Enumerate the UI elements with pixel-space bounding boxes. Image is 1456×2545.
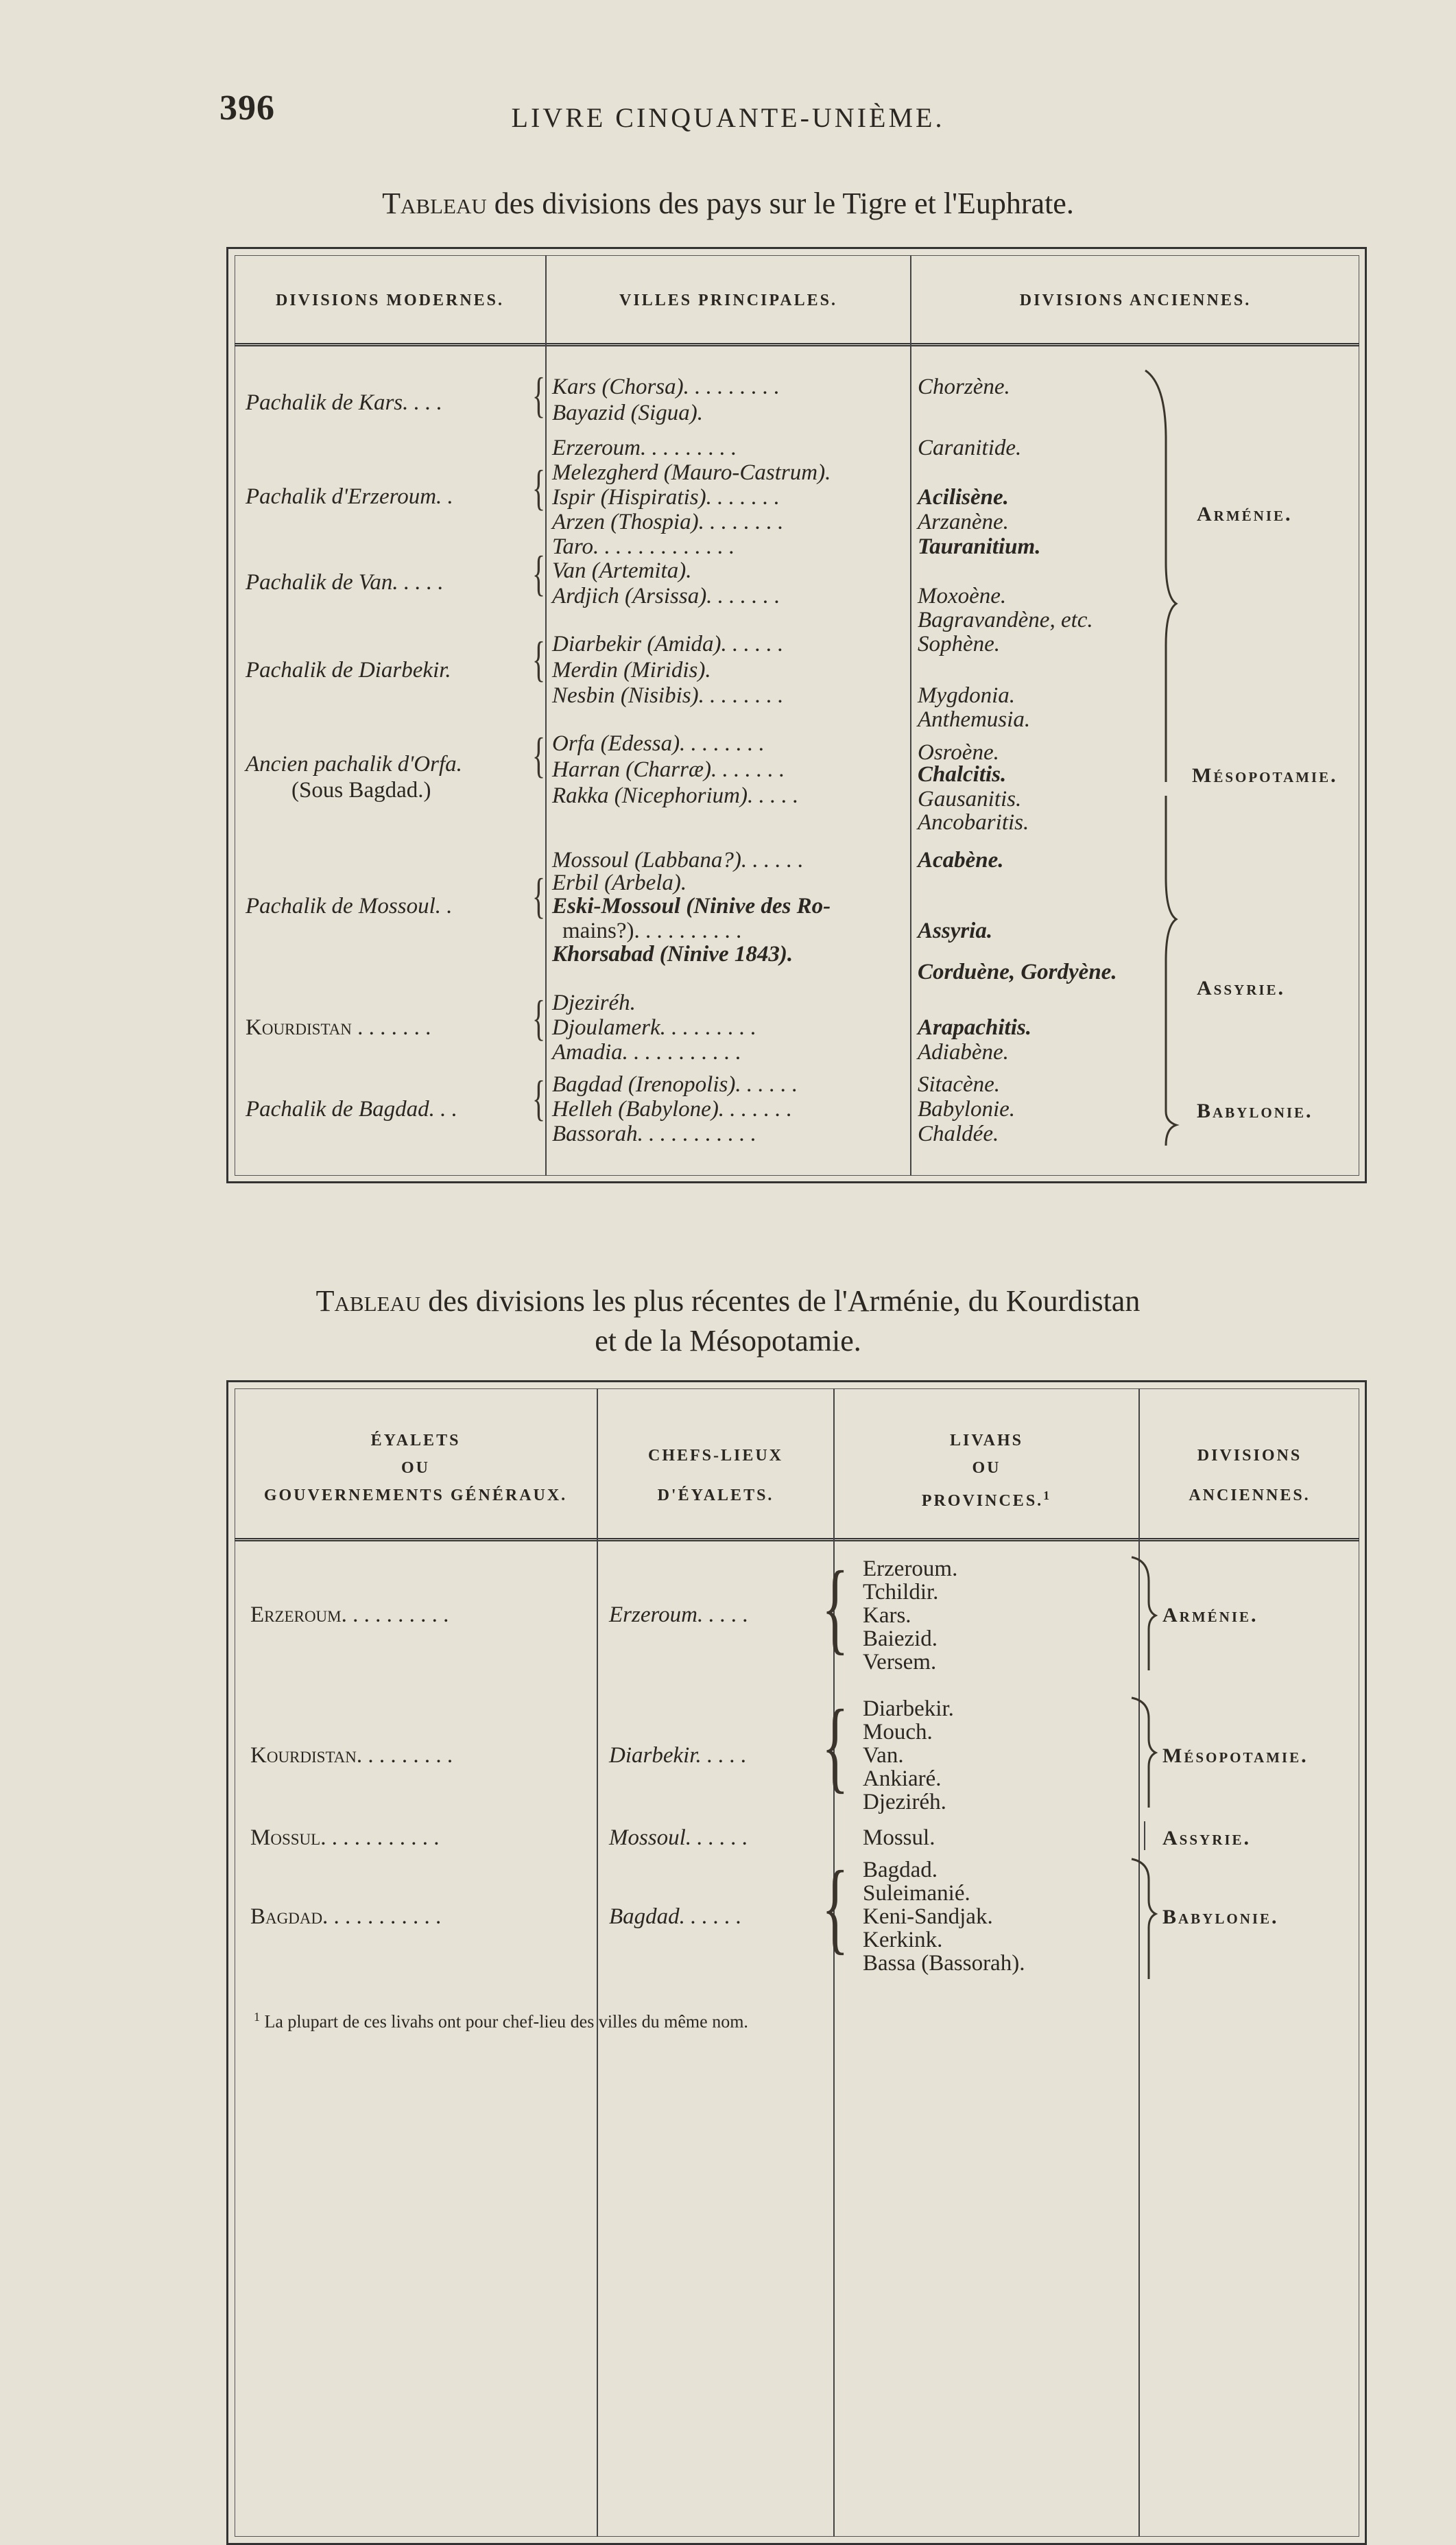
header-line: OU [401, 1459, 430, 1477]
livah: Suleimanié. [863, 1881, 970, 1906]
row-bar [833, 1821, 835, 1850]
livah: Baiezid. [863, 1626, 938, 1651]
group-assyrie: Assyrie. [1197, 977, 1286, 999]
city: Khorsabad (Ninive 1843). [552, 942, 793, 967]
ancient-division: Bagravandène, etc. [918, 608, 1093, 632]
ancient-division: Babylonie. [918, 1097, 1016, 1122]
city: Van (Artemita). [552, 558, 692, 583]
ancient-division: Caranitide. [918, 436, 1022, 460]
brace-icon: { [532, 546, 546, 601]
header-line: D'ÉYALETS. [657, 1487, 774, 1504]
brace-icon: { [822, 1689, 849, 1803]
brace-icon: { [532, 460, 546, 515]
city: Erzeroum. . . . . . . . . [552, 436, 737, 460]
ancient-division: Mésopotamie. [1162, 1744, 1309, 1767]
chef-lieu: Diarbekir. . . . . [609, 1743, 747, 1768]
city: Mossoul (Labbana?). . . . . . [552, 848, 804, 873]
city: Arzen (Thospia). . . . . . . . [552, 510, 784, 534]
chef-lieu: Mossoul. . . . . . [609, 1825, 748, 1850]
eyalet: Erzeroum. . . . . . . . . . [250, 1602, 449, 1627]
footnote [254, 2010, 748, 2033]
livah: Kerkink. [863, 1928, 943, 1952]
modern-division: Pachalik d'Erzeroum. . [246, 484, 453, 509]
livah: Keni-Sandjak. [863, 1904, 993, 1929]
header-line [835, 1482, 1138, 1515]
header-line: CHEFS-LIEUX [647, 1447, 784, 1465]
page-number: 396 [219, 88, 275, 128]
livah: Bassa (Bassorah). [863, 1951, 1025, 1976]
ancient-division: Chaldée. [918, 1122, 999, 1146]
ancient-division: Gausanitis. [918, 787, 1022, 812]
modern-division: Pachalik de Diarbekir. [246, 658, 451, 683]
city: Taro. . . . . . . . . . . . . [552, 534, 735, 559]
city: Ispir (Hispiratis). . . . . . . [552, 485, 780, 510]
city: Kars (Chorsa). . . . . . . . . [552, 375, 780, 399]
livah: Erzeroum. [863, 1556, 958, 1581]
brace-icon: { [532, 868, 546, 923]
chef-lieu: Erzeroum. . . . . [609, 1602, 749, 1627]
table2-right-braces [1125, 1554, 1159, 1993]
city: Djoulamerk. . . . . . . . . [552, 1015, 756, 1040]
livah: Ankiaré. [863, 1766, 942, 1791]
table2-inner-frame [235, 1388, 1359, 2537]
city: mains?). . . . . . . . . . [562, 919, 742, 943]
footnote-mark: 1 [254, 2010, 260, 2024]
livah: Kars. [863, 1603, 911, 1628]
table2-title [0, 1281, 1456, 1321]
city: Rakka (Nicephorium). . . . . [552, 783, 799, 808]
ancient-division: Mygdonia. [918, 683, 1016, 708]
ancient-division: Babylonie. [1162, 1906, 1279, 1928]
header-line: GOUVERNEMENTS GÉNÉRAUX. [263, 1487, 568, 1504]
table1-col-divider-2 [910, 255, 911, 1176]
ancient-division: Arapachitis. [918, 1015, 1031, 1040]
ancient-division: Assyria. [918, 919, 993, 943]
group-babylonie: Babylonie. [1197, 1100, 1313, 1122]
livah: Mossul. [863, 1825, 935, 1850]
brace-icon: { [532, 632, 546, 687]
modern-division: Ancien pachalik d'Orfa. [246, 752, 462, 777]
table1-title-sc: Tableau [382, 187, 487, 220]
brace-icon: { [822, 1850, 849, 1964]
livah: Van. [863, 1743, 904, 1768]
table2-header-rule [235, 1538, 1359, 1541]
ancient-division: Sitacène. [918, 1072, 1001, 1097]
ancient-division: Tauranitium. [918, 534, 1041, 559]
table1-group-braces [1138, 357, 1180, 1166]
footnote-ref: 1 [1043, 1489, 1052, 1502]
livah: Mouch. [863, 1720, 933, 1744]
ancient-division: Acilisène. [918, 485, 1009, 510]
city: Merdin (Miridis). [552, 658, 711, 683]
livah: Tchildir. [863, 1580, 939, 1605]
ancient-division: Arménie. [1162, 1604, 1258, 1626]
eyalet: Mossul. . . . . . . . . . . [250, 1825, 440, 1850]
table2-title-sc: Tableau [315, 1284, 421, 1318]
brace-icon: { [532, 368, 546, 423]
table2-header-chefs [598, 1436, 833, 1515]
city: Djeziréh. [552, 991, 636, 1015]
table2-header-livahs [835, 1427, 1138, 1515]
modern-division-note: (Sous Bagdad.) [291, 778, 431, 803]
city: Ardjich (Arsissa). . . . . . . [552, 584, 780, 608]
group-mesopotamie: Mésopotamie. [1192, 764, 1338, 787]
modern-division: Kourdistan . . . . . . . [246, 1015, 431, 1040]
ancient-division: Chalcitis. [918, 762, 1007, 787]
livah: Diarbekir. [863, 1696, 954, 1721]
ancient-division: Moxoène. [918, 584, 1007, 608]
livah: Bagdad. [863, 1858, 938, 1882]
header-line: ANCIENNES. [1189, 1487, 1311, 1504]
city: Diarbekir (Amida). . . . . . [552, 632, 784, 656]
city: Nesbin (Nisibis). . . . . . . . [552, 683, 784, 708]
ancient-division: Chorzène. [918, 375, 1010, 399]
modern-division: Pachalik de Bagdad. . . [246, 1097, 457, 1122]
ancient-division: Acabène. [918, 848, 1004, 873]
header-line: LIVAHS [950, 1432, 1023, 1449]
city: Bayazid (Sigua). [552, 401, 703, 425]
table2-title-line2: et de la Mésopotamie. [595, 1324, 861, 1358]
ancient-division: Assyrie. [1162, 1827, 1252, 1849]
brace-icon: { [532, 728, 546, 783]
city: Bassorah. . . . . . . . . . . [552, 1122, 756, 1146]
table1-header-rule [235, 343, 1359, 346]
header-line: DIVISIONS [1197, 1447, 1302, 1465]
eyalet: Kourdistan. . . . . . . . . [250, 1743, 453, 1768]
table1-title [0, 184, 1456, 224]
table2-title-line1: des divisions les plus récentes de l'Arménie, du Kourdistan [428, 1284, 1141, 1318]
city: Helleh (Babylone). . . . . . . [552, 1097, 793, 1122]
table1-col-divider-1 [545, 255, 547, 1176]
city: Erbil (Arbela). [552, 871, 687, 895]
group-armenie: Arménie. [1197, 503, 1293, 525]
modern-division: Pachalik de Kars. . . . [246, 390, 442, 415]
modern-division: Pachalik de Van. . . . . [246, 570, 444, 595]
chef-lieu: Bagdad. . . . . . [609, 1904, 742, 1929]
ancient-division: Sophène. [918, 632, 1001, 656]
city: Eski-Mossoul (Ninive des Ro- [552, 894, 831, 919]
ancient-division: Arzanène. [918, 510, 1009, 534]
header-line: OU [972, 1459, 1001, 1477]
city: Bagdad (Irenopolis). . . . . . [552, 1072, 798, 1097]
table1-header-modern: DIVISIONS MODERNES. [275, 292, 505, 309]
footnote-text: La plupart de ces livahs ont pour chef-lieu des villes du même nom. [264, 2011, 748, 2032]
ancient-division: Adiabène. [918, 1040, 1009, 1065]
eyalet: Bagdad. . . . . . . . . . . [250, 1904, 442, 1929]
header-line: ÉYALETS [370, 1432, 461, 1449]
brace-icon: { [532, 1071, 546, 1126]
table2-header-ancient [1140, 1436, 1359, 1515]
running-title: LIVRE CINQUANTE-UNIÈME. [511, 102, 945, 133]
table1-header-cities: VILLES PRINCIPALES. [619, 292, 837, 309]
header-text: PROVINCES. [921, 1492, 1044, 1510]
city: Amadia. . . . . . . . . . . [552, 1040, 741, 1065]
livah: Djeziréh. [863, 1790, 946, 1814]
table2-header-eyalets [235, 1427, 597, 1509]
city: Orfa (Edessa). . . . . . . . [552, 731, 765, 756]
ancient-division: Osroène. [918, 740, 999, 765]
table2-col-divider-1 [597, 1388, 598, 2537]
brace-icon: { [532, 991, 546, 1045]
ancient-division: Ancobaritis. [918, 810, 1029, 835]
city: Melezgherd (Mauro-Castrum). [552, 460, 831, 485]
table1-header-ancient: DIVISIONS ANCIENNES. [1019, 292, 1252, 309]
ancient-division: Corduène, Gordyène. [918, 960, 1117, 984]
table1-title-rest: des divisions des pays sur le Tigre et l'Euphrate. [494, 187, 1074, 220]
brace-icon: { [822, 1550, 849, 1664]
city: Harran (Charræ). . . . . . . [552, 757, 785, 782]
livah: Versem. [863, 1650, 937, 1674]
ancient-division: Anthemusia. [918, 707, 1031, 732]
modern-division: Pachalik de Mossoul. . [246, 894, 453, 919]
